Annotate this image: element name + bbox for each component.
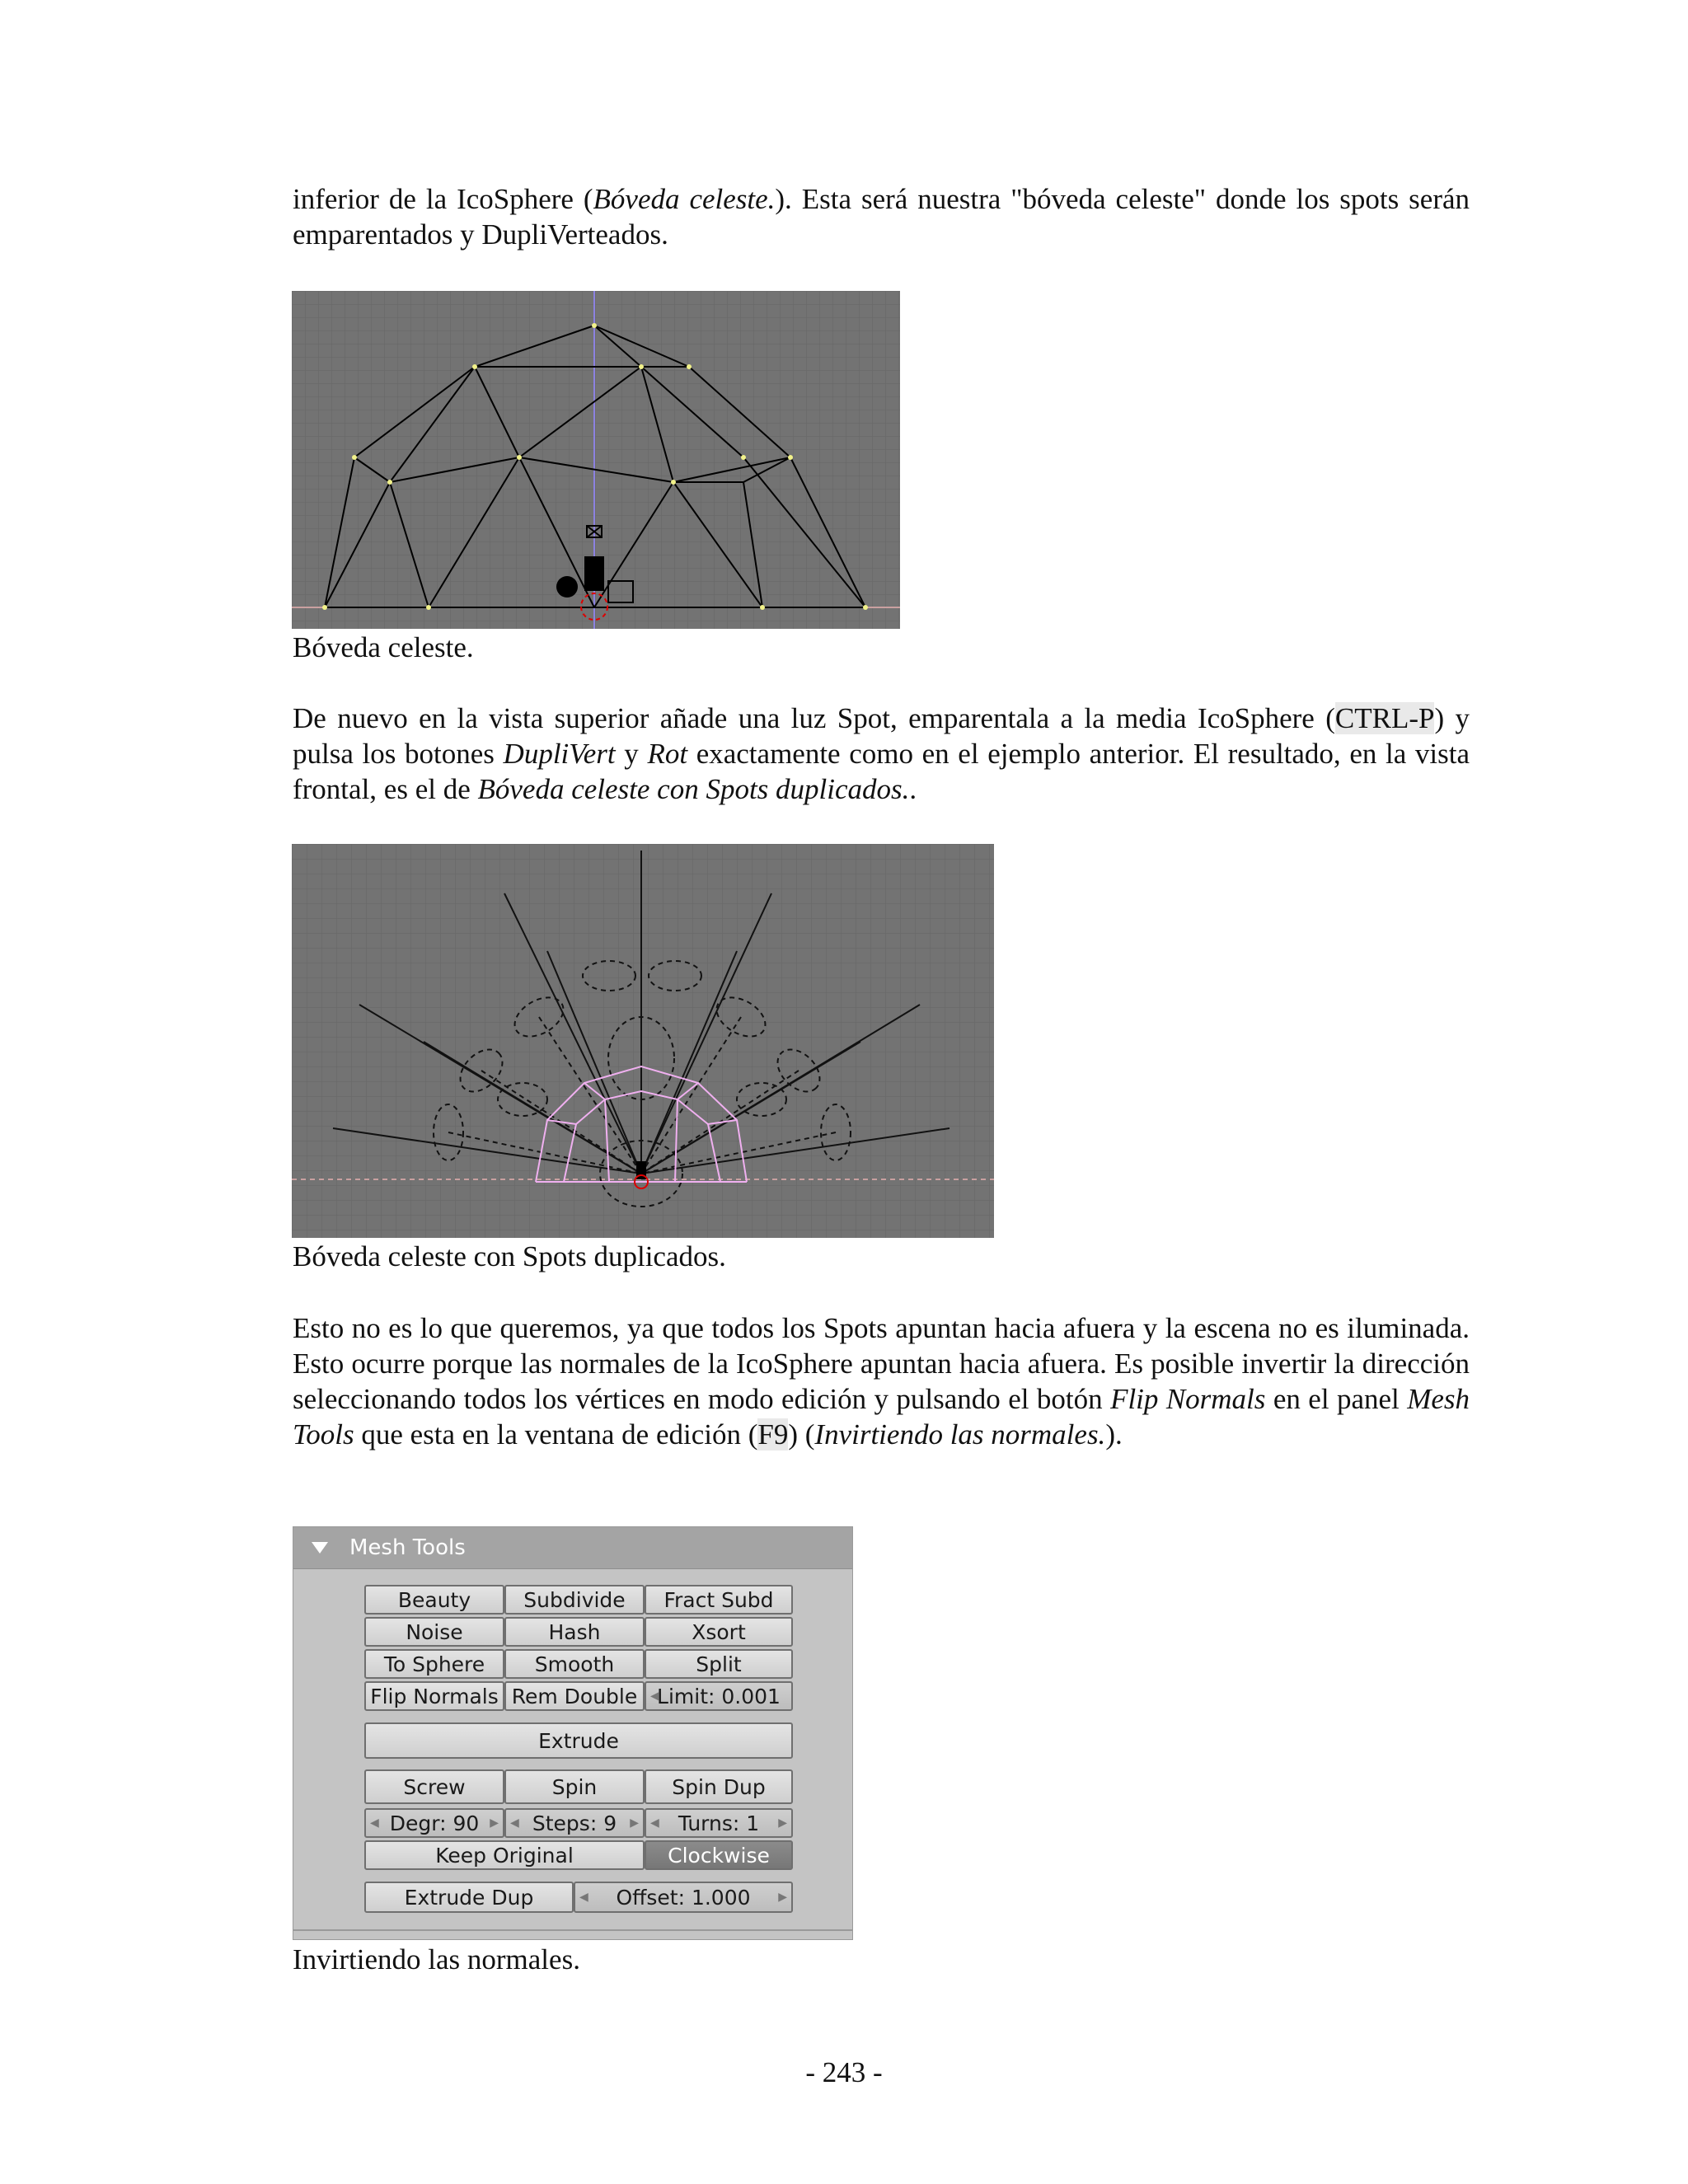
button-reference-duplivert: DupliVert (503, 738, 616, 770)
limit-value: Limit: 0.001 (657, 1684, 781, 1708)
xsort-button[interactable]: Xsort (645, 1617, 793, 1647)
offset-value: Offset: 1.000 (616, 1885, 751, 1910)
text-run: . (909, 773, 917, 805)
spin-dup-button[interactable]: Spin Dup (645, 1769, 793, 1804)
figure-reference: Bóveda celeste con Spots duplicados. (477, 773, 910, 805)
collapse-triangle-icon[interactable] (312, 1542, 328, 1554)
panel-reference-mesh-tools: Mesh Tools (293, 1383, 1470, 1451)
caption-figure-1: Bóveda celeste. (293, 631, 474, 663)
text-run: en el panel (1265, 1383, 1408, 1415)
clockwise-toggle[interactable]: Clockwise (645, 1840, 793, 1870)
extrude-dup-button[interactable]: Extrude Dup (364, 1882, 574, 1913)
screw-button[interactable]: Screw (364, 1769, 504, 1804)
turns-field[interactable] (645, 1808, 793, 1838)
panel-header[interactable] (293, 1527, 852, 1569)
spin-button[interactable]: Spin (504, 1769, 645, 1804)
figure-dome-wireframe (292, 291, 900, 629)
decrement-arrow-icon[interactable]: ◀ (650, 1690, 659, 1703)
increment-arrow-icon[interactable]: ▶ (778, 1816, 787, 1830)
shortcut-ctrl-p: CTRL-P (1334, 702, 1435, 734)
hash-button[interactable]: Hash (504, 1617, 645, 1647)
text-run: inferior de la IcoSphere ( (293, 183, 593, 215)
steps-field[interactable] (504, 1808, 645, 1838)
paragraph-flip-normals (293, 1310, 1470, 1452)
figure-dome-spots (292, 844, 994, 1238)
beauty-button[interactable]: Beauty (364, 1585, 504, 1615)
text-run: exactamente como en el ejemplo anterior. El resultado, en la vista frontal, es el de (293, 738, 1470, 805)
offset-field[interactable] (574, 1882, 793, 1913)
smooth-button[interactable]: Smooth (504, 1649, 645, 1679)
text-run: ) ( (788, 1418, 815, 1451)
panel-title: Mesh Tools (349, 1535, 466, 1560)
split-button[interactable]: Split (645, 1649, 793, 1679)
degr-field[interactable] (364, 1808, 504, 1838)
decrement-arrow-icon[interactable]: ◀ (579, 1891, 588, 1904)
flip-normals-button[interactable]: Flip Normals (364, 1681, 504, 1711)
subdivide-button[interactable]: Subdivide (504, 1585, 645, 1615)
limit-field[interactable] (645, 1681, 793, 1711)
panel-divider (293, 1929, 852, 1931)
text-run: y (615, 738, 648, 770)
figure-reference: Bóveda celeste. (593, 183, 776, 215)
caption-figure-3: Invirtiendo las normales. (293, 1943, 580, 1975)
degr-value: Degr: 90 (389, 1811, 480, 1835)
text-run: ) y pulsa los botones (293, 702, 1470, 770)
button-reference-rot: Rot (647, 738, 688, 770)
mesh-tools-panel (293, 1526, 853, 1940)
text-run: ). (1105, 1418, 1123, 1451)
noise-button[interactable]: Noise (364, 1617, 504, 1647)
increment-arrow-icon[interactable]: ▶ (630, 1816, 639, 1830)
fract-subd-button[interactable]: Fract Subd (645, 1585, 793, 1615)
extrude-button[interactable]: Extrude (364, 1722, 793, 1759)
decrement-arrow-icon[interactable]: ◀ (510, 1816, 519, 1830)
paragraph-spot-parenting (293, 701, 1470, 807)
text-run: ). Esta será nuestra "bóveda celeste" donde los spots serán emparentados y DupliVerteados. (293, 183, 1470, 251)
decrement-arrow-icon[interactable]: ◀ (650, 1816, 659, 1830)
turns-value: Turns: 1 (678, 1811, 760, 1835)
page-number: - 243 - (805, 2056, 883, 2088)
decrement-arrow-icon[interactable]: ◀ (370, 1816, 379, 1830)
shortcut-f9: F9 (757, 1418, 789, 1451)
steps-value: Steps: 9 (532, 1811, 617, 1835)
text-run: De nuevo en la vista superior añade una luz Spot, emparentala a la media IcoSphere ( (293, 702, 1335, 734)
button-reference-flip-normals: Flip Normals (1110, 1383, 1266, 1415)
rem-double-button[interactable]: Rem Double (504, 1681, 645, 1711)
caption-figure-2: Bóveda celeste con Spots duplicados. (293, 1240, 726, 1272)
increment-arrow-icon[interactable]: ▶ (490, 1816, 499, 1830)
text-run: que esta en la ventana de edición ( (354, 1418, 758, 1451)
to-sphere-button[interactable]: To Sphere (364, 1649, 504, 1679)
increment-arrow-icon[interactable]: ▶ (778, 1891, 787, 1904)
keep-original-toggle[interactable]: Keep Original (364, 1840, 645, 1870)
figure-reference: Invirtiendo las normales. (814, 1418, 1106, 1451)
text-run: Esto no es lo que queremos, ya que todos los Spots apuntan hacia afuera y la escena no es iluminada. Esto ocurre porque las normales de la IcoSphere apuntan hacia afuera. Es posible invertir la dirección seleccionando todos los vértices en modo edición y pulsando el botón (293, 1312, 1470, 1415)
paragraph-intro (293, 181, 1470, 252)
